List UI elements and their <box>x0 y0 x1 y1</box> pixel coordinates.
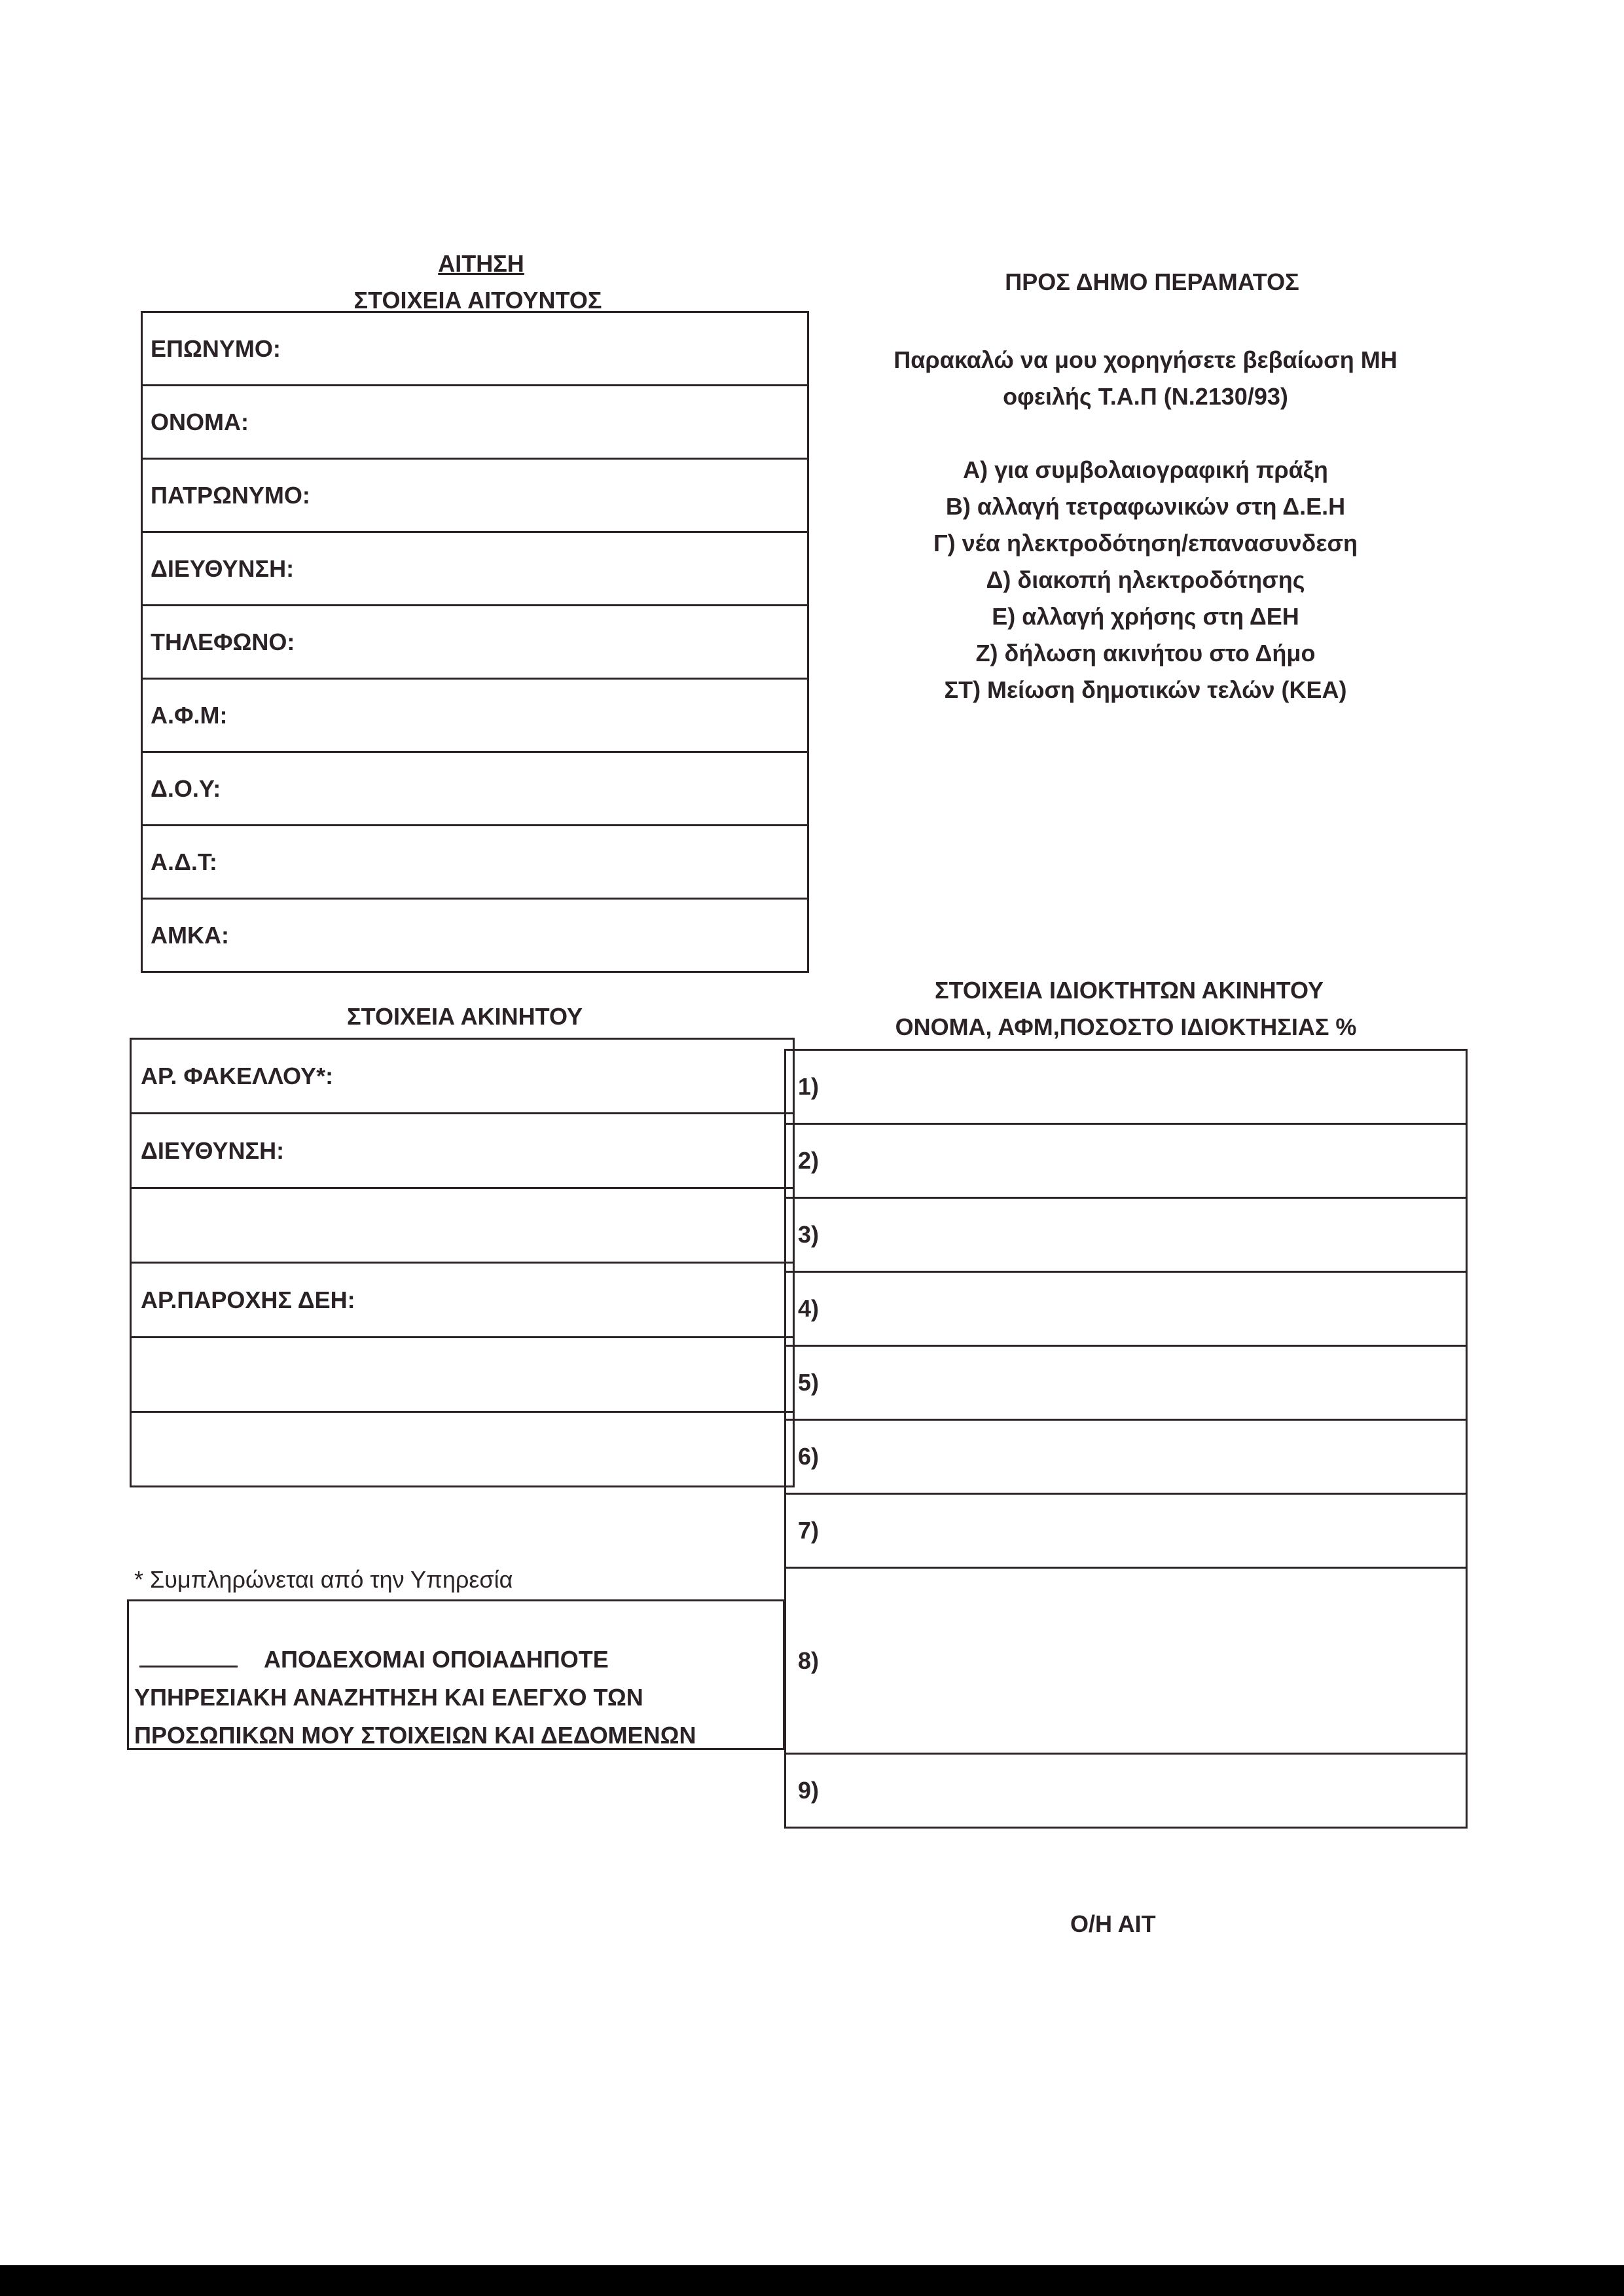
consent-line-1: ΑΠΟΔΕΧΟΜΑΙ ΟΠΟΙΑΔΗΠΟΤΕ <box>264 1646 609 1673</box>
applicant-field-tax-id[interactable]: Α.Φ.Μ: <box>143 680 807 753</box>
consent-checkbox-line[interactable] <box>139 1646 238 1667</box>
applicant-field-phone[interactable]: ΤΗΛΕΦΩΝΟ: <box>143 606 807 680</box>
request-block <box>844 342 1447 708</box>
owner-row[interactable]: 2) <box>786 1125 1466 1199</box>
request-option[interactable]: Ε) αλλαγή χρήσης στη ΔΕΗ <box>992 603 1299 630</box>
property-field-address[interactable]: ΔΙΕΥΘΥΝΣΗ: <box>132 1114 793 1189</box>
applicant-field-address[interactable]: ΔΙΕΥΘΥΝΣΗ: <box>143 533 807 606</box>
request-options-list <box>844 452 1447 708</box>
recipient: ΠΡΟΣ ΔΗΜΟ ΠΕΡΑΜΑΤΟΣ <box>1005 268 1299 295</box>
applicant-field-id-card[interactable]: Α.Δ.Τ: <box>143 826 807 900</box>
applicant-field-name[interactable]: ΟΝΟΜΑ: <box>143 386 807 460</box>
consent-box <box>127 1599 785 1750</box>
property-table <box>130 1038 795 1487</box>
owners-subtitle: ΟΝΟΜΑ, ΑΦΜ,ΠΟΣΟΣΤΟ ΙΔΙΟΚΤΗΣΙΑΣ % <box>895 1013 1357 1040</box>
owner-row[interactable]: 1) <box>786 1051 1466 1125</box>
property-field-address-extra[interactable] <box>132 1189 793 1264</box>
owner-row[interactable]: 7) <box>786 1495 1466 1569</box>
applicant-field-fathers-name[interactable]: ΠΑΤΡΩΝΥΜΟ: <box>143 460 807 533</box>
property-field-folder-number[interactable]: ΑΡ. ΦΑΚΕΛΛΟΥ*: <box>132 1040 793 1114</box>
request-option[interactable]: Ζ) δήλωση ακινήτου στο Δήμο <box>975 640 1316 666</box>
property-field-extra-2[interactable] <box>132 1413 793 1487</box>
owner-row[interactable]: 5) <box>786 1347 1466 1421</box>
applicant-field-amka[interactable]: ΑΜΚΑ: <box>143 900 807 973</box>
applicant-section-title: ΣΤΟΙΧΕΙΑ ΑΙΤΟΥΝΤΟΣ <box>353 287 602 314</box>
owner-row[interactable]: 4) <box>786 1273 1466 1347</box>
consent-line-3: ΠΡΟΣΩΠΙΚΩΝ ΜΟΥ ΣΤΟΙΧΕΙΩΝ ΚΑΙ ΔΕΔΟΜΕΝΩΝ <box>134 1722 696 1749</box>
applicant-table <box>141 311 809 973</box>
request-line-2: οφειλής Τ.Α.Π (Ν.2130/93) <box>1003 383 1288 410</box>
owners-title: ΣΤΟΙΧΕΙΑ ΙΔΙΟΚΤΗΤΩΝ ΑΚΙΝΗΤΟΥ <box>934 977 1324 1004</box>
signature-label: Ο/Η ΑΙΤ <box>1070 1910 1156 1937</box>
property-title: ΣΤΟΙΧΕΙΑ ΑΚΙΝΗΤΟΥ <box>347 1003 583 1030</box>
owner-row[interactable]: 6) <box>786 1421 1466 1495</box>
applicant-field-surname[interactable]: ΕΠΩΝΥΜΟ: <box>143 313 807 386</box>
request-option[interactable]: Γ) νέα ηλεκτροδότηση/επανασυνδεση <box>933 530 1358 556</box>
request-line-1: Παρακαλώ να μου χορηγήσετε βεβαίωση ΜΗ <box>893 346 1398 373</box>
property-footnote: * Συμπληρώνεται από την Υπηρεσία <box>134 1566 513 1593</box>
scan-bottom-bar <box>0 2265 1624 2296</box>
consent-line-2: ΥΠΗΡΕΣΙΑΚΗ ΑΝΑΖΗΤΗΣΗ ΚΑΙ ΕΛΕΓΧΟ ΤΩΝ <box>134 1684 643 1711</box>
property-field-extra-1[interactable] <box>132 1338 793 1413</box>
applicant-field-tax-office[interactable]: Δ.Ο.Υ: <box>143 753 807 826</box>
owner-row[interactable]: 3) <box>786 1199 1466 1273</box>
request-option[interactable]: ΣΤ) Μείωση δημοτικών τελών (ΚΕΑ) <box>944 676 1347 703</box>
owners-table <box>784 1049 1468 1829</box>
request-option[interactable]: Δ) διακοπή ηλεκτροδότησης <box>986 566 1305 593</box>
property-field-power-supply-number[interactable]: ΑΡ.ΠΑΡΟΧΗΣ ΔΕΗ: <box>132 1264 793 1338</box>
owner-row[interactable]: 9) <box>786 1755 1466 1829</box>
request-option[interactable]: Β) αλλαγή τετραφωνικών στη Δ.Ε.Η <box>945 493 1346 520</box>
form-title: ΑΙΤΗΣΗ <box>438 250 524 277</box>
owner-row[interactable]: 8) <box>786 1569 1466 1755</box>
request-option[interactable]: Α) για συμβολαιογραφική πράξη <box>963 456 1328 483</box>
